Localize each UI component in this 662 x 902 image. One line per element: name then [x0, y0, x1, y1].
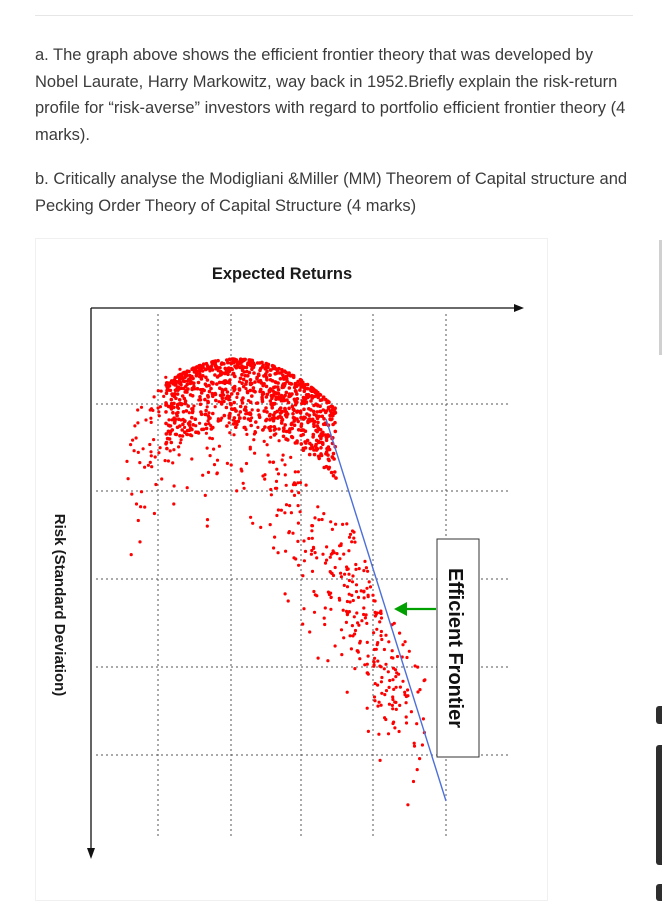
y-axis-label: Risk (Standard Deviation)	[51, 513, 68, 697]
x-axis-label: Expected Returns	[211, 265, 353, 283]
frontier-label: Efficient Frontier	[444, 567, 466, 729]
right-edge-panel	[656, 745, 662, 865]
right-edge-mark	[656, 706, 662, 724]
question-a-text: a. The graph above shows the efficient frontier theory that was developed by Nobel Laurate, Harry Markowitz, way back in 1952.Briefly explain the risk-return profile for “risk-averse” investors with regard to portfolio efficient frontier theory (4 marks).	[35, 46, 626, 144]
efficient-frontier-svg	[36, 239, 549, 902]
efficient-frontier-figure	[35, 238, 548, 901]
top-divider	[35, 15, 633, 16]
portfolio-points	[125, 357, 426, 806]
frontier-arrow	[394, 602, 436, 616]
question-b-text: b. Critically analyse the Modigliani &Miller (MM) Theorem of Capital structure and Pecking Order Theory of Capital Structure (4 marks)	[35, 170, 628, 215]
right-edge-corner	[656, 884, 662, 901]
